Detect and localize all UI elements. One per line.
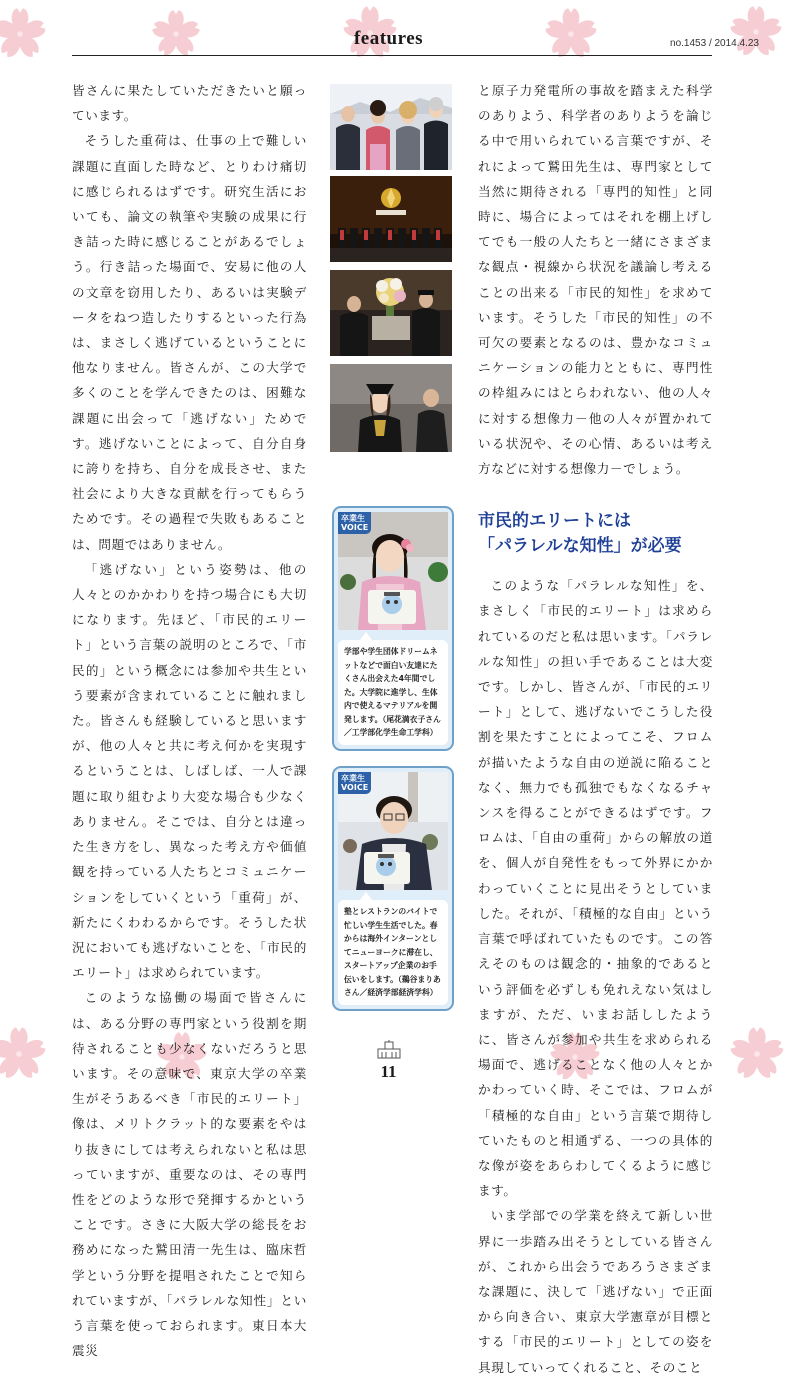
paragraph: いま学部での学業を終えて新しい世界に一歩踏み出そうとしている皆さんが、これから出会うであろうさまざまな課題に、決して「逃げない」で正面から向き合い、東京大学憲章が目標とする「市民的エリート」としての姿を具現していってくれること、そのこと — [478, 1208, 713, 1375]
right-column — [478, 78, 713, 1380]
paragraph: このような協働の場面で皆さんには、ある分野の専門家という役割を期待されることも少なくないだろうと思います。その意味で、東京大学の卒業生がそうあるべき「市民的エリート」像は、メリトクラット的な要素をやはり抜きにしては考えられないと私は思っていますが、重要なのは、その専門性をどのような形で発揮するかということです。さきに大阪大学の総長をお務めになった鷲田清一先生は、臨床哲学という分野を提唱されたことで知られていますが、「パラレルな知性」という言葉を使っておられます。東日本大震災 — [72, 990, 307, 1359]
graduate-photo — [338, 512, 448, 630]
graduate-quote: 塾とレストランのバイトで忙しい学生生活でした。春からは海外インターンとしてニューヨークに滞在し、スタートアップ企業のお手伝いをします。（鵜谷まりあさん／経済学部経済学科） — [338, 900, 448, 1005]
photo-diploma-presentation — [330, 270, 452, 356]
voice-badge-sublabel: VOICE — [341, 523, 369, 532]
voice-badge — [338, 772, 371, 794]
voice-badge — [338, 512, 371, 534]
yasuda-auditorium-icon — [374, 1040, 404, 1064]
paragraph: そうした重荷は、仕事の上で難しい課題に直面した時など、とりわけ痛切に感じられるはずです。研究生活においても、論文の執筆や実験の成果に行き詰った時に感じることがあるでしょう。行き詰った場面で、安易に他の人の文章を窃用したり、あるいは実験データをねつ造したりするといった行為は、まさしく逃げているということに他なりません。皆さんが、この大学で多くのことを学んできたのは、困難な課題に出会って「逃げない」ためです。逃げないことによって、自分自身に誇りを持ち、自分を成長させ、また社会により大きな貢献を行ってもらうためです。その過程で失敗もあることは、問題ではありません。 — [72, 133, 307, 552]
voice-badge-label: 卒業生 — [341, 514, 365, 523]
graduate-quote: 学部や学生団体ドリームネットなどで面白い友達にたくさん出会えた4年間でした。大学院に進学し、生体内で使えるマテリアルを開発します。（尾花満衣子さん／工学部化学生命工学科） — [338, 640, 448, 745]
graduate-photo — [338, 772, 448, 890]
issue-info: no.1453 / 2014.4.23 — [670, 38, 759, 49]
voice-badge-label: 卒業生 — [341, 774, 365, 783]
paragraph: 皆さんに果たしていただきたいと願っています。 — [72, 83, 307, 124]
graduate-voice-card — [332, 766, 454, 1011]
paragraph: と原子力発電所の事故を踏まえた科学のありよう、科学者のありようを論じる中で用いられている言葉ですが、それによって鷲田先生は、専門家として当然に期待される「専門的知性」と同時に、場合によってはそれを棚上げしてでも一般の人たちと一緒にさまざまな観点・視線から状況を議論し考えることの出来る「市民的知性」を求めています。そうした「市民的知性」の不可欠の要素となるのは、豊かなコミュニケーションの能力とともに、専門性の枠組みにはとらわれない、他の人々に対する想像力－他の人々が置かれている状況や、その心情、あるいは考え方などに対する想像力－でしょう。 — [478, 83, 713, 477]
header-divider — [72, 55, 712, 56]
voice-badge-sublabel: VOICE — [341, 783, 369, 792]
paragraph: 「逃げない」という姿勢は、他の人々とのかかわりを持つ場合にも大切になります。先ほど、「市民的エリート」という言葉の説明のところで、「市民的」という概念には参加や共生という要素が含まれていることに触れました。皆さんも経験していると思いますが、他の人々と共に考え何かを実現するということは、しばしば、一人で課題に取り組むより大変な場合も少なくありません。そこでは、自分とは違った生き方をし、異なった考え方や価値観を持っている人たちとコミュニケーションをしていくという「重荷」が、新たにくわわるからです。そうした状況においても逃げないことを、「市民的エリート」は求められています。 — [72, 561, 307, 981]
page-number: 11 — [380, 1062, 397, 1081]
section-title: features — [353, 28, 424, 49]
paragraph: このような「パラレルな知性」を、まさしく「市民的エリート」は求められているのだと私は思います。「パラレルな知性」の担い手であることは大変です。しかし、皆さんが、「市民的エリート」として、逃げないでこうした役割を果たすことによってこそ、フロムが描いたような自由の逆説に陥ることなく、無力でも孤独でもなくなるチャンスを得ることができるはずです。フロムは、「自由の重荷」からの解放の道を、個人が自発性をもって外界にかかわっていくことに見出そうとしていました。それが、「積極的な自由」という言葉で呼ばれていたものです。この答えそのものは観念的・抽象的であるという評価を必ずしも免れえない気はしますが、ただ、いまお話ししたように、皆さんが参加や共生を求められる場面で、逃げることなく他の人々とかかわっていく時、そこでは、フロムが「積極的な自由」という言葉で期待していたものと相通ずる、一つの具体的な像が姿をあらわしてくるように感じます。 — [478, 578, 713, 1199]
photo-graduates-group — [330, 84, 452, 170]
section-heading-line: 「パラレルな知性」が必要 — [478, 536, 682, 557]
photo-graduate-smiling — [330, 364, 452, 452]
left-column — [72, 78, 307, 1363]
section-heading-line: 市民的エリートには — [478, 511, 631, 532]
graduate-voice-card — [332, 506, 454, 751]
photo-ceremony-stage — [330, 176, 452, 262]
section-heading — [478, 509, 713, 559]
